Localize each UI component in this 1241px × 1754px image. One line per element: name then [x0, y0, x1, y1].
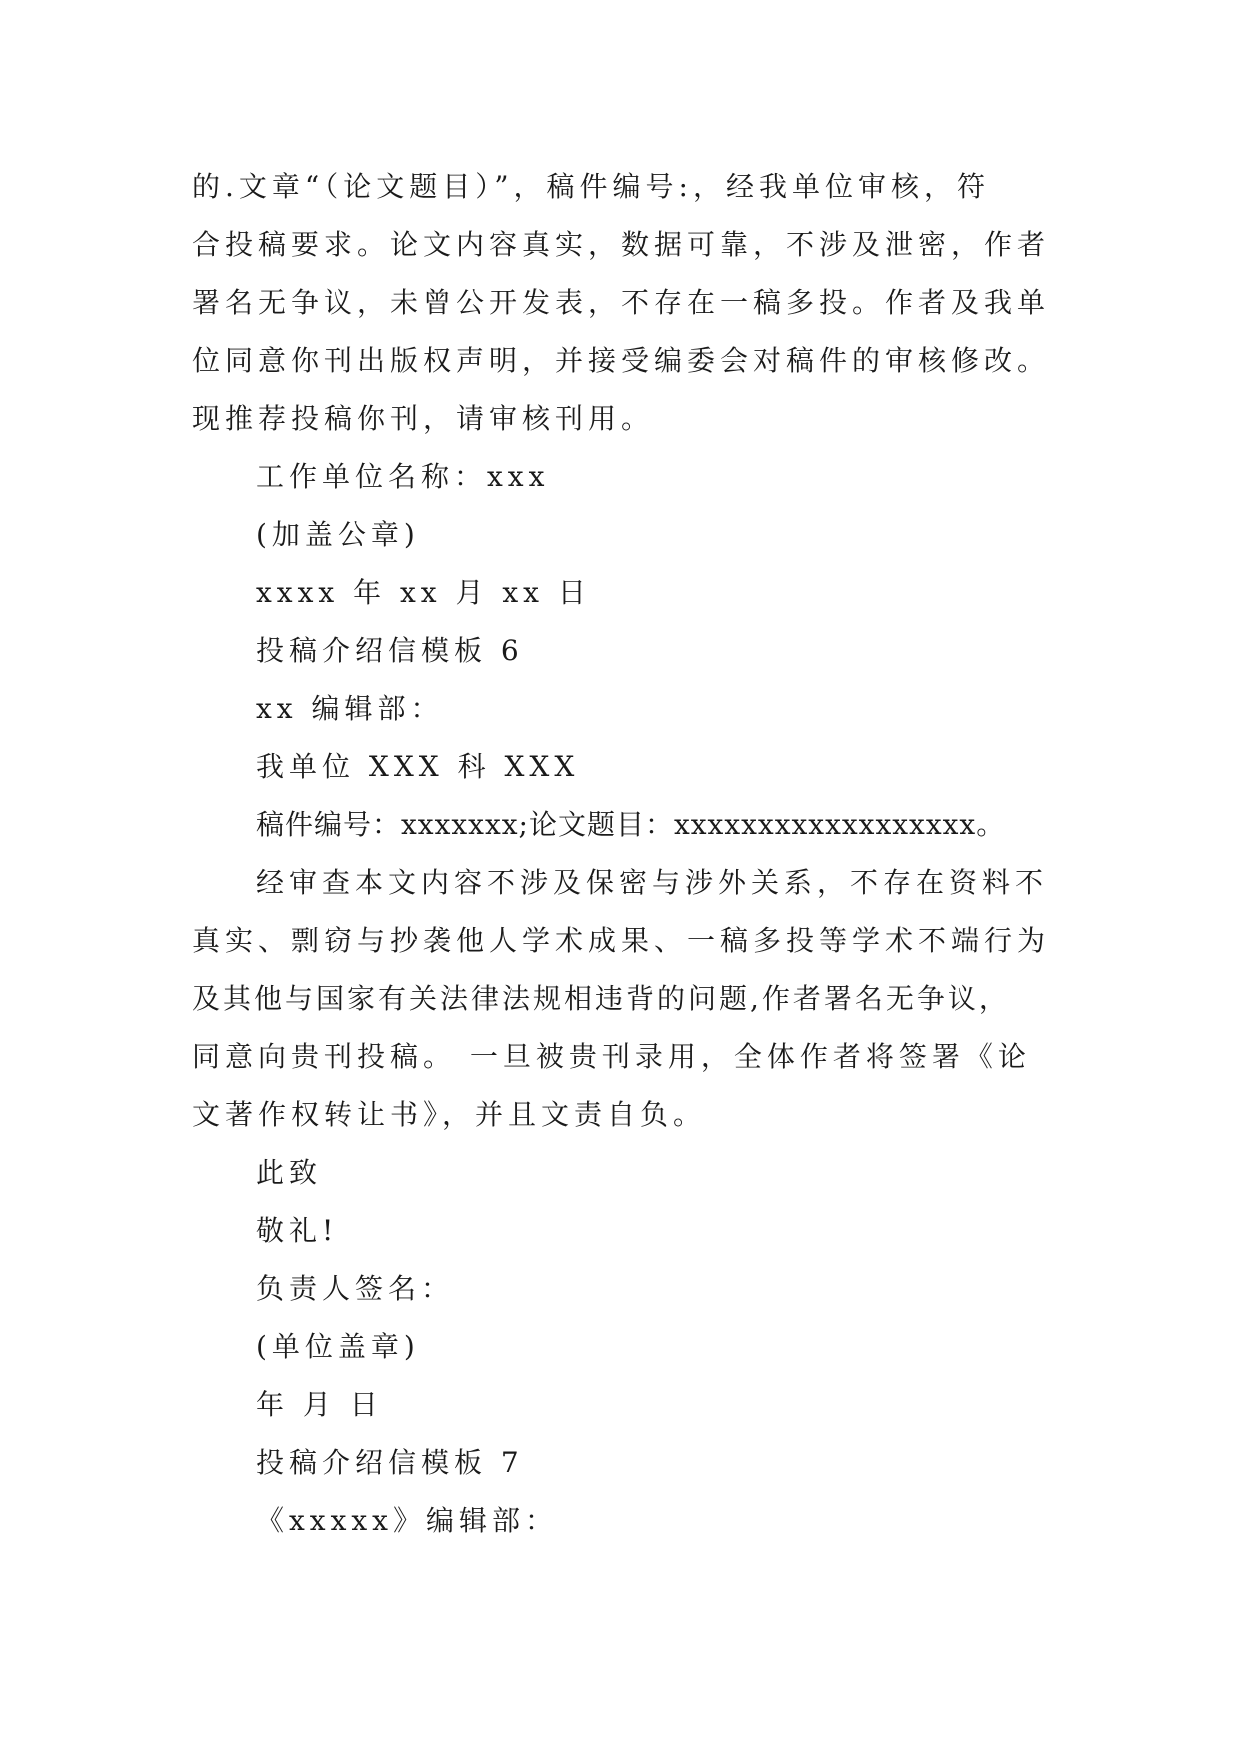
signature-line: 负责人签名：: [256, 1272, 455, 1305]
unit-seal-note: (单位盖章): [256, 1330, 420, 1363]
seal-note: (加盖公章): [256, 518, 420, 551]
text-line: 合投稿要求。论文内容真实，数据可靠，不涉及泄密，作者: [192, 228, 1051, 261]
text-line: 文著作权转让书》，并且文责自负。: [192, 1098, 707, 1131]
closing-1: 此致: [256, 1156, 323, 1189]
text-line: 及其他与国家有关法律法规相违背的问题,作者署名无争议，: [192, 982, 1010, 1015]
editor-7-salutation: 《xxxxx》编辑部：: [256, 1504, 558, 1537]
document-body: [192, 158, 1082, 1550]
template-7-title: 投稿介绍信模板 7: [256, 1446, 524, 1479]
text-line: 真实、剽窃与抄袭他人学术成果、一稿多投等学术不端行为: [192, 924, 1051, 957]
date-line: xxxx 年 xx 月 xx 日: [256, 576, 591, 609]
editor-6-salutation: xx 编辑部：: [256, 692, 444, 725]
manuscript-line: 稿件编号：xxxxxxx;论文题目：xxxxxxxxxxxxxxxxxx。: [256, 808, 1006, 841]
text-line: 同意向贵刊投稿。 一旦被贵刊录用，全体作者将签署《论: [192, 1040, 1031, 1073]
text-line: 署名无争议，未曾公开发表，不存在一稿多投。作者及我单: [192, 286, 1051, 319]
blank-date: 年 月 日: [256, 1388, 383, 1421]
closing-2: 敬礼!: [256, 1214, 339, 1247]
paragraph-review: [192, 854, 1082, 1144]
unit-name: 工作单位名称：xxx: [256, 460, 550, 493]
text-line: 现推荐投稿你刊，请审核刊用。: [192, 402, 655, 435]
paragraph-recommendation: [192, 158, 1082, 448]
text-line: 经审查本文内容不涉及保密与涉外关系，不存在资料不: [256, 866, 1049, 899]
template-6-title: 投稿介绍信模板 6: [256, 634, 524, 667]
text-line: 位同意你刊出版权声明，并接受编委会对稿件的审核修改。: [192, 344, 1051, 377]
unit-department: 我单位 XXX 科 XXX: [256, 750, 580, 783]
text-line: 的.文章“（论文题目）”，稿件编号:，经我单位审核，符: [192, 170, 990, 203]
